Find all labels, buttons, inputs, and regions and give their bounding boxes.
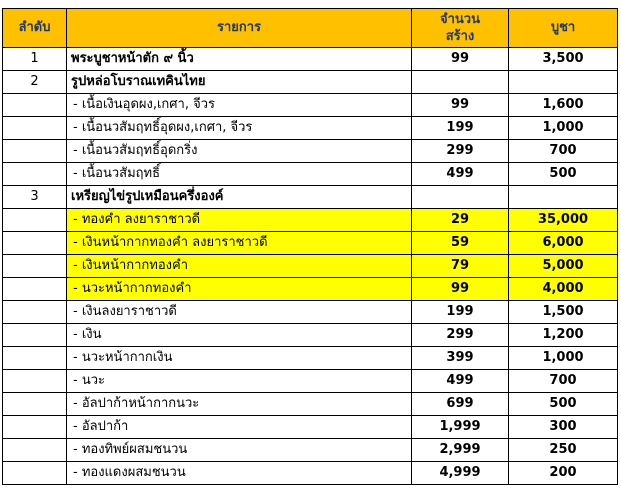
item-name: - ทองคำ ลงยาราชาวดี — [67, 209, 412, 232]
header-row — [3, 9, 618, 48]
item-name: - อัลปาก้าหน้ากากนวะ — [67, 393, 412, 416]
price: 4,000 — [509, 278, 618, 301]
table-row — [3, 163, 618, 186]
price: 200 — [509, 462, 618, 485]
item-name: - เงินหน้ากากทองคำ ลงยาราชาวดี — [67, 232, 412, 255]
price: 1,000 — [509, 117, 618, 140]
row-number — [3, 278, 67, 301]
row-number — [3, 462, 67, 485]
quantity: 399 — [412, 347, 509, 370]
header-qty — [412, 9, 509, 48]
table-row — [3, 48, 618, 71]
quantity: 499 — [412, 163, 509, 186]
row-number: 3 — [3, 186, 67, 209]
row-number: 1 — [3, 48, 67, 71]
row-number — [3, 94, 67, 117]
quantity: 1,999 — [412, 416, 509, 439]
row-number — [3, 209, 67, 232]
table-row — [3, 117, 618, 140]
item-name: - อัลปาก้า — [67, 416, 412, 439]
quantity: 29 — [412, 209, 509, 232]
table-row — [3, 370, 618, 393]
quantity: 4,999 — [412, 462, 509, 485]
price: 1,600 — [509, 94, 618, 117]
table-row — [3, 439, 618, 462]
row-number — [3, 347, 67, 370]
item-name: เหรียญไข่รูปเหมือนครึ่งองค์ — [67, 186, 412, 209]
quantity: 2,999 — [412, 439, 509, 462]
row-number: 2 — [3, 71, 67, 94]
table-row — [3, 255, 618, 278]
quantity: 699 — [412, 393, 509, 416]
table-row — [3, 71, 618, 94]
quantity — [412, 186, 509, 209]
table-row — [3, 278, 618, 301]
row-number — [3, 324, 67, 347]
quantity: 99 — [412, 278, 509, 301]
quantity: 299 — [412, 140, 509, 163]
price: 500 — [509, 163, 618, 186]
price — [509, 71, 618, 94]
item-name: - นวะ — [67, 370, 412, 393]
header-qty-line1: จำนวน — [440, 12, 480, 27]
quantity: 299 — [412, 324, 509, 347]
table-row — [3, 462, 618, 485]
price: 300 — [509, 416, 618, 439]
quantity: 499 — [412, 370, 509, 393]
item-name: - ทองแดงผสมชนวน — [67, 462, 412, 485]
price: 6,000 — [509, 232, 618, 255]
price-table — [2, 8, 618, 485]
header-no: ลำดับ — [3, 9, 67, 48]
price: 1,200 — [509, 324, 618, 347]
price: 5,000 — [509, 255, 618, 278]
price: 1,000 — [509, 347, 618, 370]
table-row — [3, 209, 618, 232]
price: 700 — [509, 140, 618, 163]
quantity: 99 — [412, 48, 509, 71]
item-name: - ทองทิพย์ผสมชนวน — [67, 439, 412, 462]
table-row — [3, 393, 618, 416]
header-item: รายการ — [67, 9, 412, 48]
item-name: - เนื้อนวสัมฤทธิ์ — [67, 163, 412, 186]
header-qty-line2: สร้าง — [445, 29, 475, 44]
row-number — [3, 232, 67, 255]
price: 700 — [509, 370, 618, 393]
row-number — [3, 117, 67, 140]
row-number — [3, 255, 67, 278]
item-name: - เงินลงยาราชาวดี — [67, 301, 412, 324]
item-name: - เงิน — [67, 324, 412, 347]
item-name: - เนื้อนวสัมฤทธิ์อุดกริ่ง — [67, 140, 412, 163]
table-row — [3, 140, 618, 163]
price — [509, 186, 618, 209]
table-row — [3, 94, 618, 117]
row-number — [3, 301, 67, 324]
item-name: พระบูชาหน้าตัก ๙ นิ้ว — [67, 48, 412, 71]
row-number — [3, 439, 67, 462]
table-body — [3, 48, 618, 485]
row-number — [3, 393, 67, 416]
item-name: - นวะหน้ากากเงิน — [67, 347, 412, 370]
header-price: บูชา — [509, 9, 618, 48]
price: 1,500 — [509, 301, 618, 324]
table-row — [3, 347, 618, 370]
price: 250 — [509, 439, 618, 462]
quantity: 59 — [412, 232, 509, 255]
table-row — [3, 232, 618, 255]
price: 3,500 — [509, 48, 618, 71]
price: 500 — [509, 393, 618, 416]
row-number — [3, 140, 67, 163]
item-name: - เงินหน้ากากทองคำ — [67, 255, 412, 278]
row-number — [3, 370, 67, 393]
item-name: - นวะหน้ากากทองคำ — [67, 278, 412, 301]
table-row — [3, 301, 618, 324]
quantity: 99 — [412, 94, 509, 117]
quantity: 199 — [412, 301, 509, 324]
quantity: 199 — [412, 117, 509, 140]
quantity: 79 — [412, 255, 509, 278]
quantity — [412, 71, 509, 94]
table-row — [3, 324, 618, 347]
row-number — [3, 163, 67, 186]
item-name: - เนื้อเงินอุดผง,เกศา, จีวร — [67, 94, 412, 117]
price: 35,000 — [509, 209, 618, 232]
table-row — [3, 186, 618, 209]
row-number — [3, 416, 67, 439]
item-name: รูปหล่อโบราณเทคินไทย — [67, 71, 412, 94]
table-row — [3, 416, 618, 439]
item-name: - เนื้อนวสัมฤทธิ์อุดผง,เกศา, จีวร — [67, 117, 412, 140]
